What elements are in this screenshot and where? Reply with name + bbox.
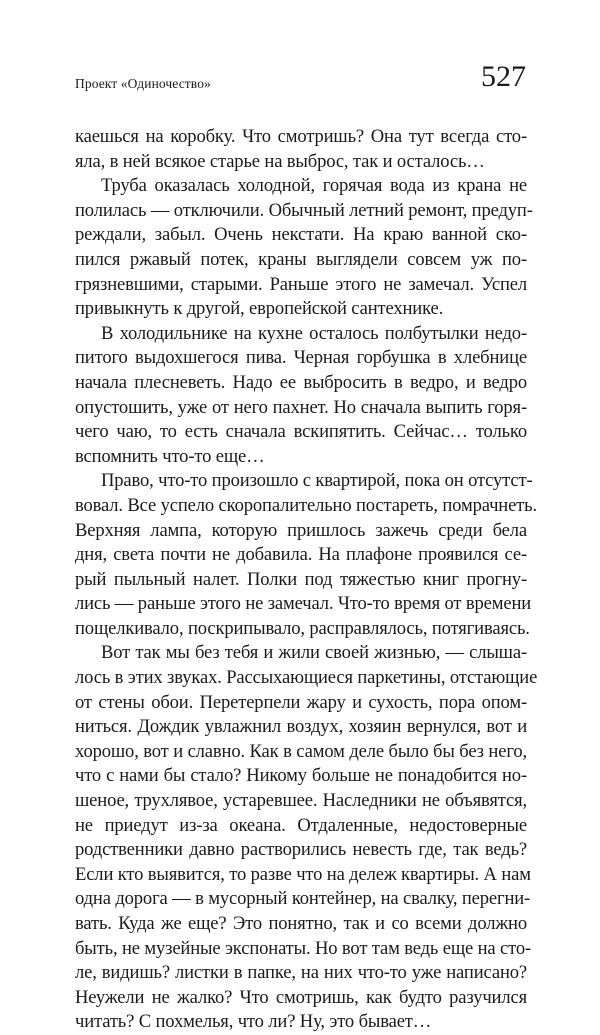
text-line: Труба оказалась холодной, горячая вода из крана не	[101, 175, 527, 197]
text-line: Право, что-то произошло с квартирой, пока он отсутст-	[101, 470, 533, 492]
text-line: Неужели не жалко? Что смотришь, как будто разучился	[75, 986, 527, 1008]
text-line: быть, не музейные экспонаты. Но вот там ведь еще на сто-	[75, 937, 532, 959]
text-line: пился ржавый потек, краны выглядели совсем уж по-	[75, 248, 527, 270]
text-line: питого выдохшегося пива. Черная горбушка в хлебнице	[75, 347, 527, 369]
text-line: реждали, забыл. Очень некстати. На краю ванной ско-	[75, 224, 527, 246]
text-line: полилась — отключили. Обычный летний ремонт, предуп-	[75, 199, 533, 221]
text-line: опустошить, уже от него пахнет. Но сначала выпить горя-	[75, 396, 527, 418]
page-number: 527	[481, 60, 526, 93]
text-line: ниться. Дождик увлажнил воздух, хозяин вернулся, вот и	[75, 716, 527, 738]
text-line: шеное, трухлявое, устаревшее. Наследники не объявятся,	[75, 790, 527, 812]
text-line: В холодильнике на кухне осталось полбутылки недо-	[101, 322, 527, 344]
text-line: ле, видишь? листки в папке, на них что-то уже написано?	[75, 962, 527, 984]
body-text	[75, 125, 538, 1035]
text-line: не приедут из-за океана. Отдаленные, недостоверные	[75, 814, 527, 836]
text-line: яла, в ней всякое старье на выброс, так и осталось…	[75, 150, 485, 172]
text-line: лись — раньше этого не замечал. Что-то время от времени	[75, 593, 532, 615]
text-line: чего чаю, то есть сначала вскипятить. Сейчас… только	[75, 421, 527, 443]
running-head-title: Проект «Одиночество»	[75, 76, 211, 91]
text-line: что с нами бы стало? Никому больше не понадобится но-	[75, 765, 527, 787]
text-line: вать. Куда же еще? Это понятно, так и со всеми должно	[75, 913, 527, 934]
text-line: читать? С похмелья, что ли? Ну, это бывает…	[75, 1011, 432, 1033]
text-line: Верхняя лампа, которую пришлось зажечь среди бела	[75, 519, 527, 541]
text-line: Вот так мы без тебя и жили своей жизнью, — слыша-	[101, 642, 527, 664]
text-line: хорошо, вот и славно. Как в самом деле было бы без него,	[75, 740, 527, 762]
text-line: Если кто выявится, то разве что на дележ квартиры. А нам	[75, 863, 531, 885]
text-line: каешься на коробку. Что смотришь? Она тут всегда сто-	[75, 126, 527, 147]
text-line: лось в этих звуках. Рассыхающиеся паркетины, отстающие	[75, 667, 538, 689]
text-line: грязневшими, старыми. Раньше этого не замечал. Успел	[75, 273, 527, 295]
text-line: начала плесневеть. Надо ее выбросить в ведро, и ведро	[75, 371, 527, 393]
text-line: вовал. Все успело скоропалительно постареть, помрачнеть.	[75, 494, 537, 516]
text-line: вспомнить что-то еще…	[75, 445, 265, 467]
text-line: одна дорога — в мусорный контейнер, на свалку, перегни-	[75, 888, 531, 910]
text-line: дня, света почти не добавила. На плафоне проявился се-	[75, 544, 527, 566]
text-line: привыкнуть к другой, европейской сантехнике.	[75, 298, 444, 320]
text-line: родственники давно растворились невесть где, так ведь?	[75, 839, 527, 861]
text-line: от стены обои. Перетерпели жару и сухость, пора опом-	[75, 691, 527, 713]
text-line: пощелкивало, поскрипывало, расправлялось, потягиваясь.	[75, 617, 530, 639]
text-line: рый пыльный налет. Полки под тяжестью книг прогну-	[75, 568, 527, 590]
